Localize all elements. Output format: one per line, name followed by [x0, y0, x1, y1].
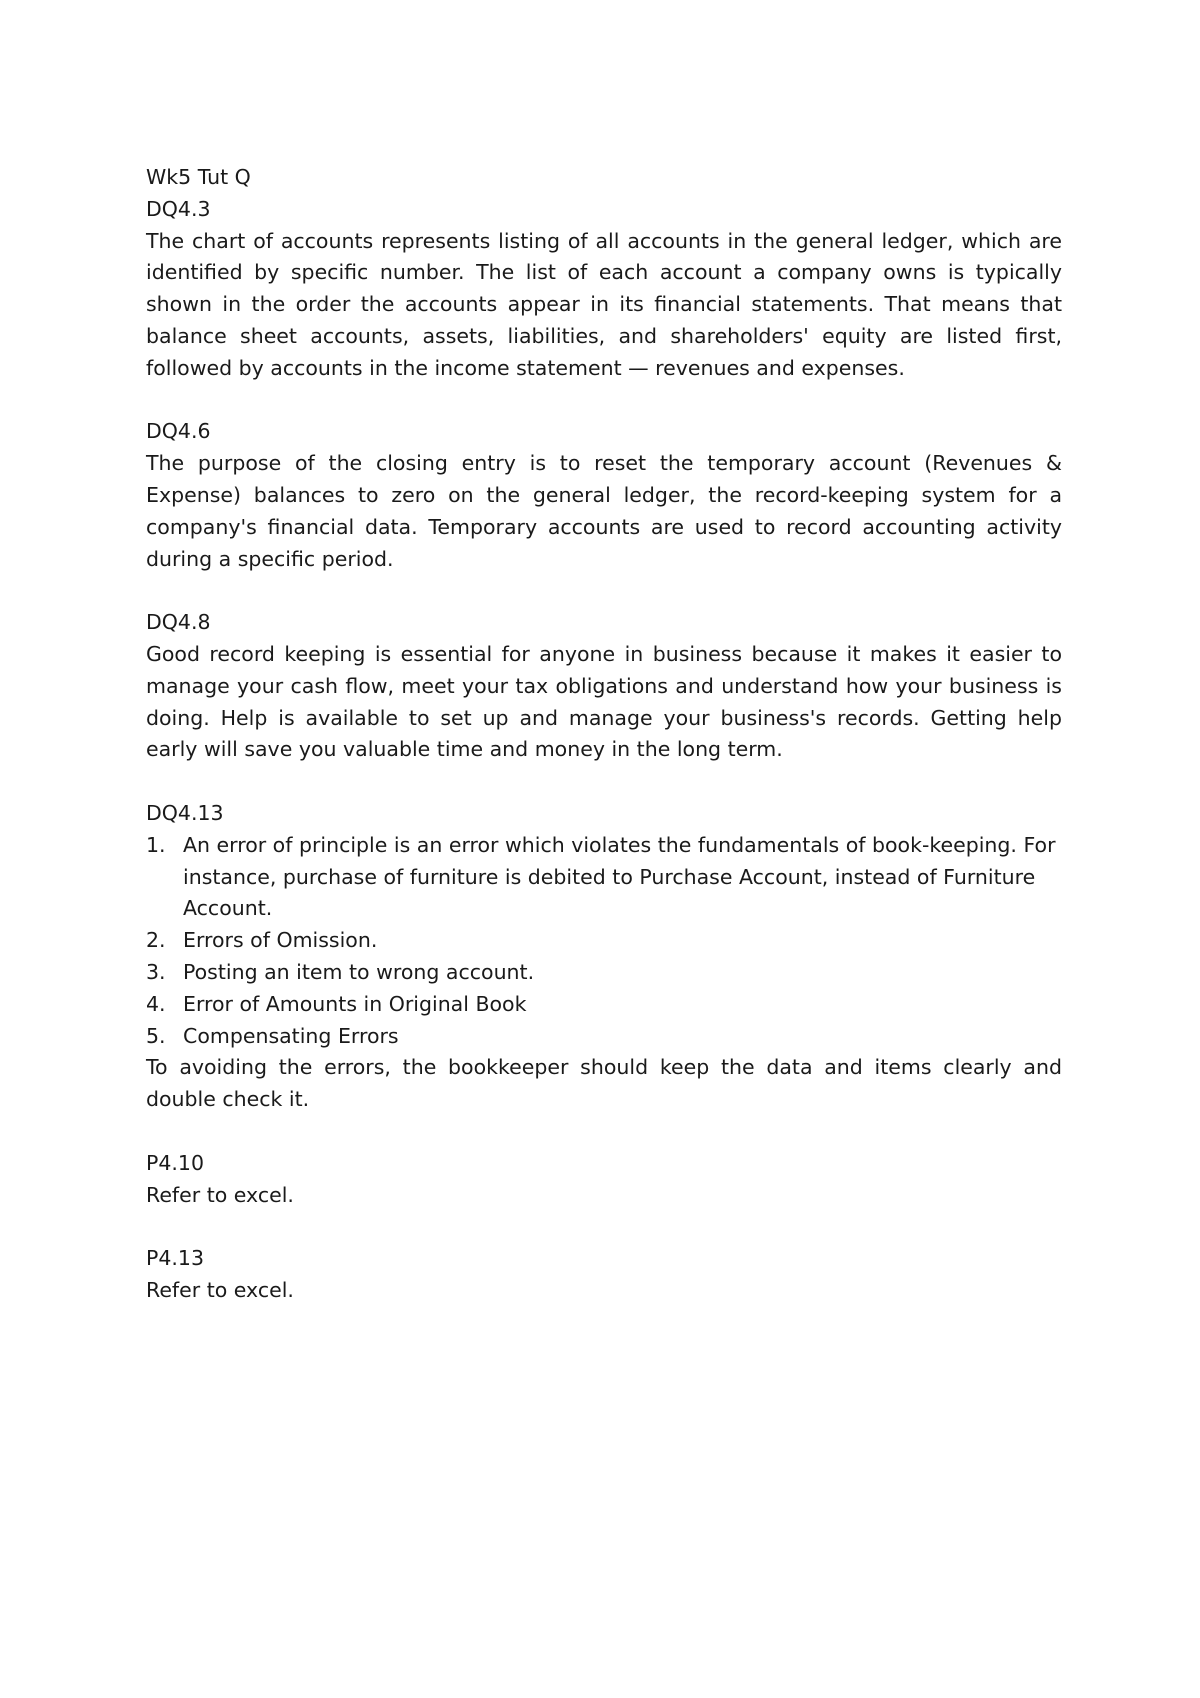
list-item-number: 1. [146, 832, 166, 857]
list-item [146, 1021, 1062, 1053]
section-heading-p4-13: P4.13 [146, 1246, 205, 1271]
spacer [146, 1211, 1062, 1243]
section-text-dq4-6: The purpose of the closing entry is to reset the temporary account (Revenues & Expense) balances to zero on the general ledger, the record-keeping system for a company's financial data. Temporary accounts are used to record accounting activity during a specific period. [146, 451, 1062, 571]
section-heading-dq4-8: DQ4.8 [146, 610, 211, 635]
section-text-p4-10: Refer to excel. [146, 1182, 294, 1207]
list-item [146, 925, 1062, 957]
section-text-p4-13: Refer to excel. [146, 1277, 294, 1302]
list-item-number: 3. [146, 959, 166, 984]
section-text-dq4-8: Good record keeping is essential for anyone in business because it makes it easier to manage your cash flow, meet your tax obligations and understand how your business is doing. Help is available to set up and manage your business's records. Getting help early will save you valuable time and money in the long term. [146, 641, 1062, 762]
list-item-text: An error of principle is an error which violates the fundamentals of book-keeping. For instance, purchase of furniture is debited to Purchase Account, instead of Furniture Account. [183, 832, 1056, 921]
section-heading-dq4-6: DQ4.6 [146, 419, 211, 444]
spacer [146, 1116, 1062, 1148]
list-item-text: Posting an item to wrong account. [183, 959, 535, 984]
list-item-number: 4. [146, 991, 166, 1016]
list-item-text: Errors of Omission. [183, 928, 378, 953]
error-types-list [146, 830, 1062, 1053]
list-item-number: 5. [146, 1023, 166, 1048]
list-item [146, 957, 1062, 989]
spacer [146, 385, 1062, 417]
document-title: Wk5 Tut Q [146, 165, 251, 189]
document-page [146, 162, 1062, 1307]
section-heading-dq4-3: DQ4.3 [146, 196, 211, 221]
list-item-text: Compensating Errors [183, 1023, 399, 1048]
section-text-dq4-13: To avoiding the errors, the bookkeeper should keep the data and items clearly and double check it. [146, 1055, 1062, 1112]
spacer [146, 766, 1062, 798]
section-text-dq4-3: The chart of accounts represents listing of all accounts in the general ledger, which are identified by specific number. The list of each account a company owns is typically shown in the order the accounts appear in its financial statements. That means that balance sheet accounts, assets, liabilities, and shareholders' equity are listed first, followed by accounts in the income statement — revenues and expenses. [146, 228, 1062, 380]
section-heading-p4-10: P4.10 [146, 1150, 205, 1175]
list-item [146, 989, 1062, 1021]
spacer [146, 575, 1062, 607]
section-heading-dq4-13: DQ4.13 [146, 800, 224, 825]
list-item-text: Error of Amounts in Original Book [183, 991, 527, 1016]
list-item [146, 830, 1062, 925]
list-item-number: 2. [146, 928, 166, 953]
